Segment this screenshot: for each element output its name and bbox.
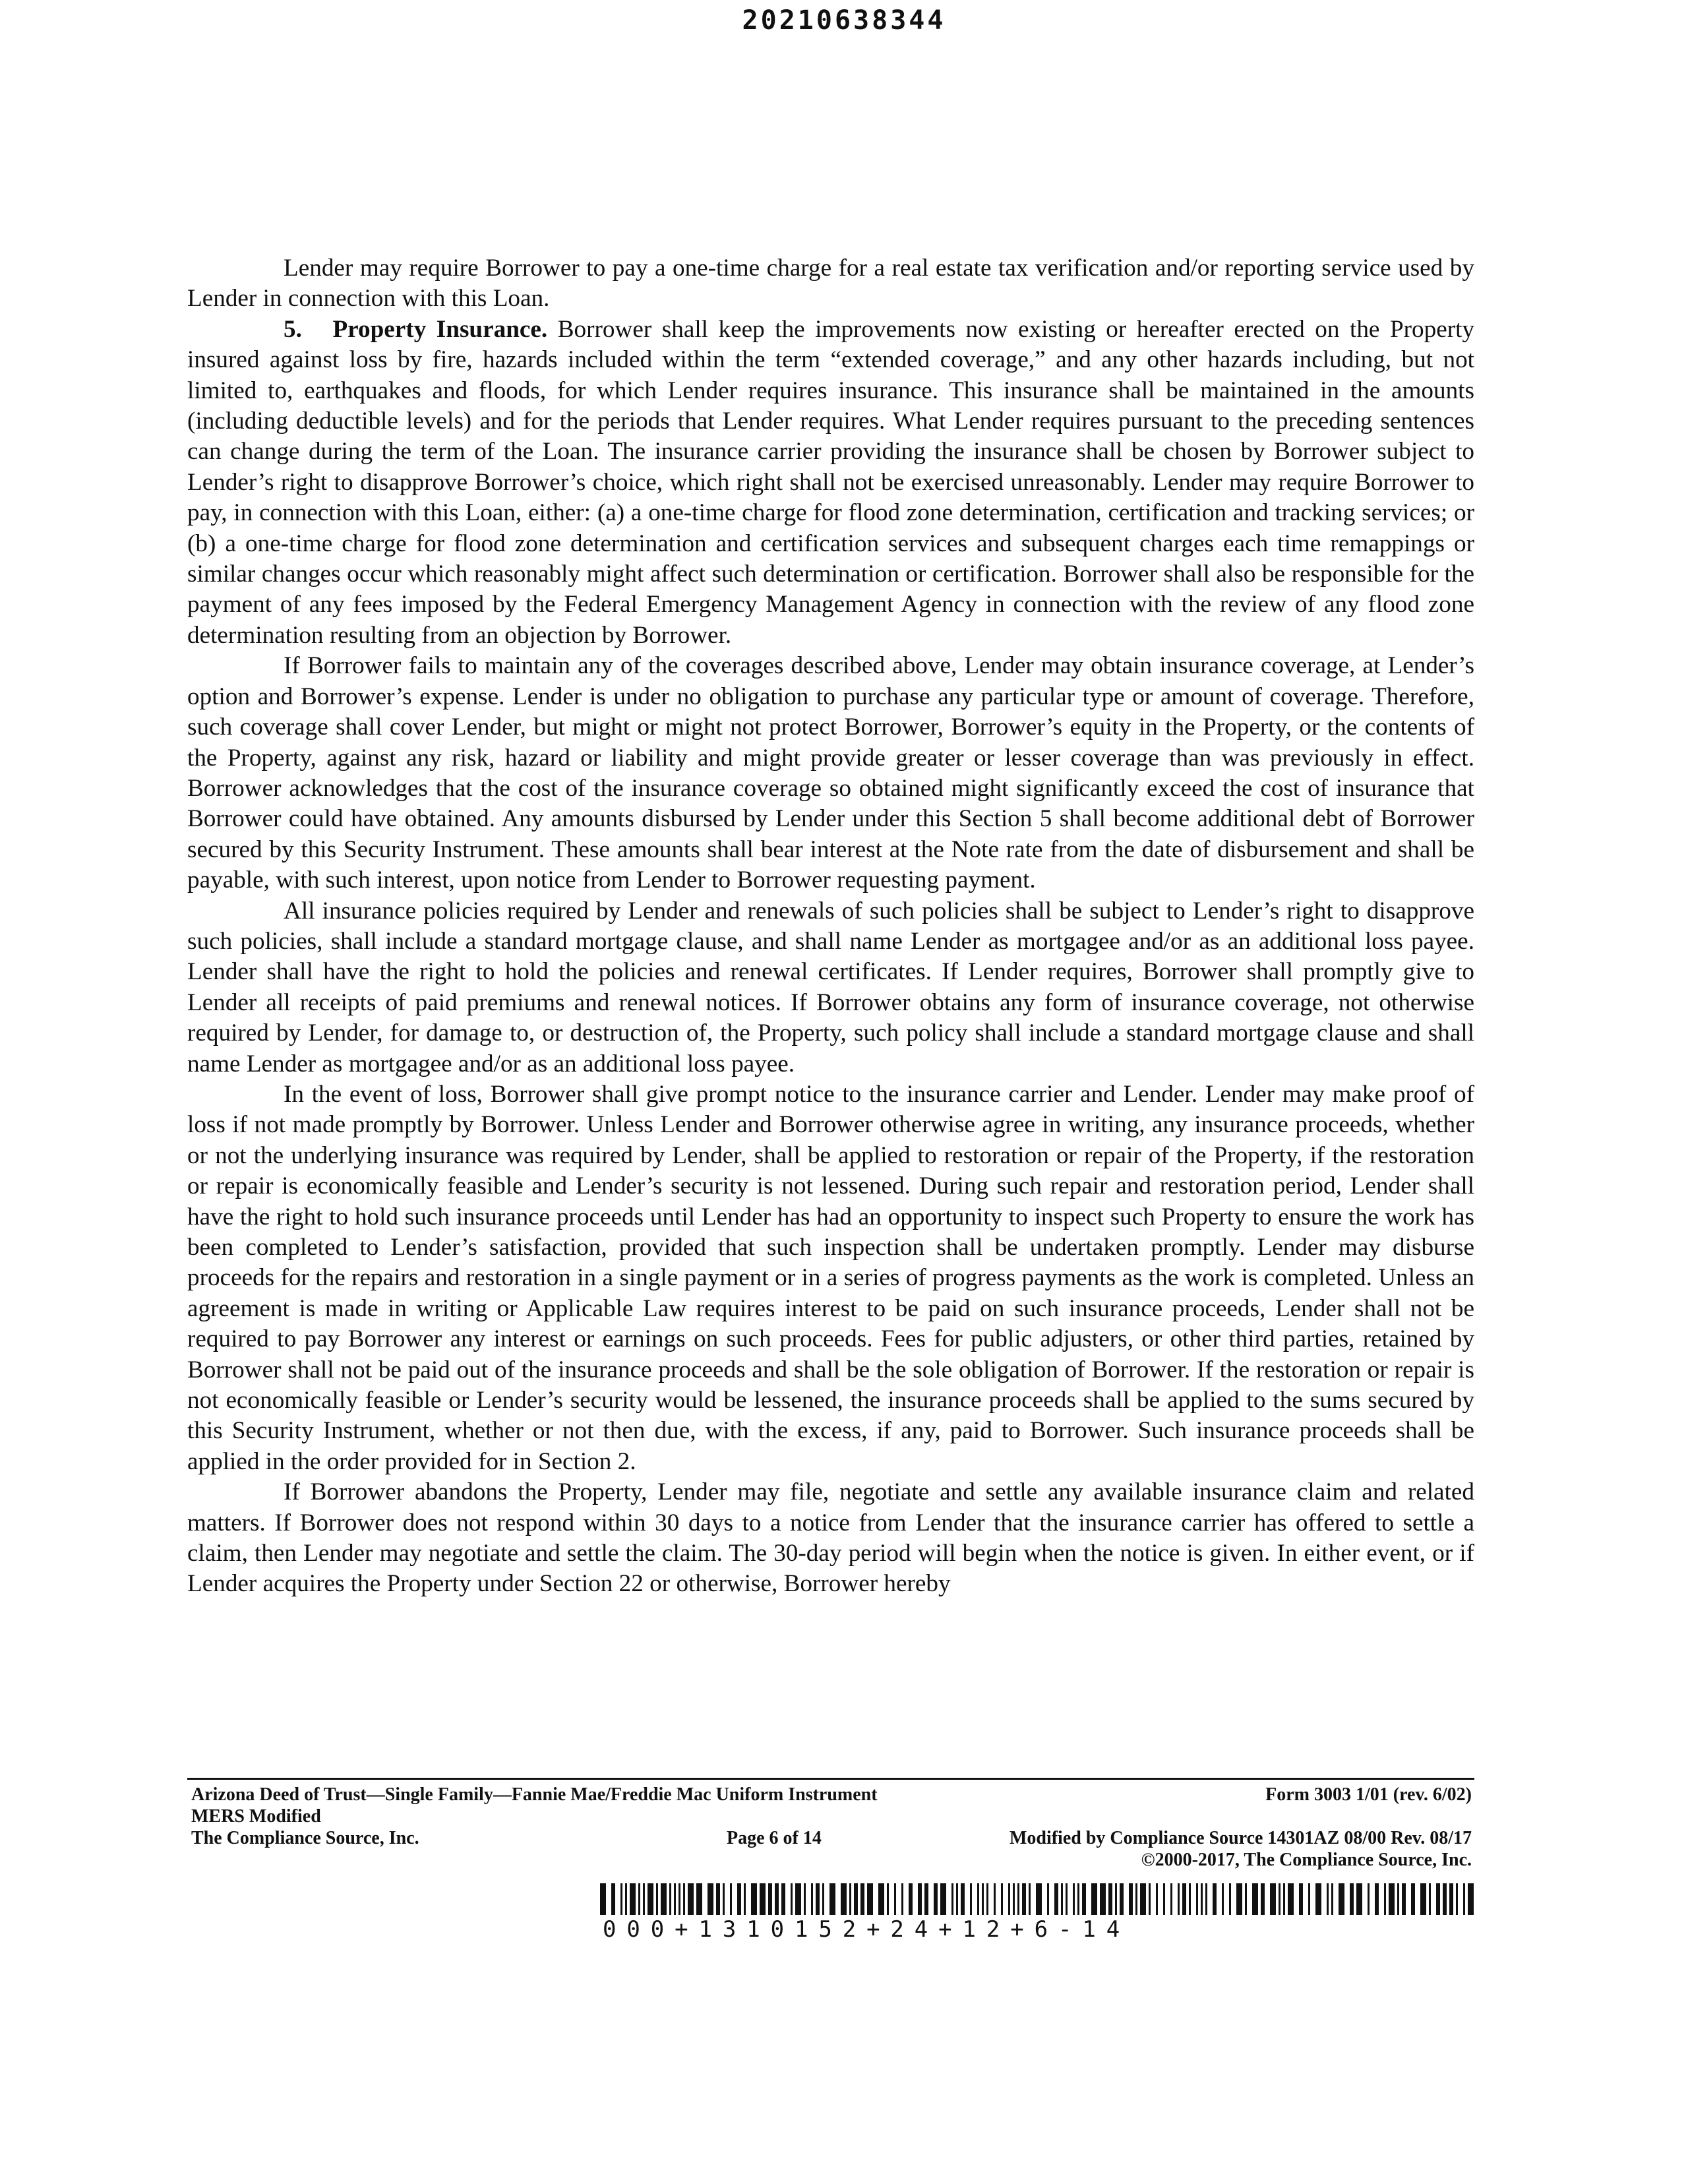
paragraph-tax-verification: Lender may require Borrower to pay a one-time charge for a real estate tax verification and/or reporting service used by Lender in connection with this Loan. (187, 255, 1474, 313)
paragraph-insurance-policies: All insurance policies required by Lender and renewals of such policies shall be subject to Lender’s right to disapprove such policies, shall include a standard mortgage clause, and shall name Lender as mortgagee and/or as an additional loss payee. Lender shall have the right to hold the policies and renewal certificates. If Lender requires, Borrower shall promptly give to Lender all receipts of paid premiums and renewal notices. If Borrower obtains any form of insurance coverage, not otherwise required by Lender, for damage to, or destruction of, the Property, such policy shall include a standard mortgage clause and shall name Lender as mortgagee and/or as an additional loss payee. (187, 897, 1474, 1077)
paragraph-event-of-loss: In the event of loss, Borrower shall give prompt notice to the insurance carrier and Lender. Lender may make proof of loss if not made promptly by Borrower. Unless Lender and Borrower otherwise agree in writing, any insurance proceeds, whether or not the underlying insurance was required by Lender, shall be applied to restoration or repair of the Property, if the restoration or repair is economically feasible and Lender’s security is not lessened. During such repair and restoration period, Lender shall have the right to hold such insurance proceeds until Lender has had an opportunity to inspect such Property to ensure the work has been completed to Lender’s satisfaction, provided that such inspection shall be undertaken promptly. Lender may disburse proceeds for the repairs and restoration in a single payment or in a series of progress payments as the work is completed. Unless an agreement is made in writing or Applicable Law requires interest to be paid on such insurance proceeds, Lender shall not be required to pay Borrower any interest or earnings on such proceeds. Fees for public adjusters, or other third parties, retained by Borrower shall not be paid out of the insurance proceeds and shall be the sole obligation of Borrower. If the restoration or repair is not economically feasible or Lender’s security would be lessened, the insurance proceeds shall be applied to the sums secured by this Security Instrument, whether or not then due, with the excess, if any, paid to Borrower. Such insurance proceeds shall be applied in the order provided for in Section 2. (187, 1080, 1474, 1475)
mers-label: MERS Modified (191, 1806, 321, 1827)
company-name: The Compliance Source, Inc. (191, 1828, 419, 1848)
section-title: Property Insurance. (332, 315, 548, 343)
modified-by: Modified by Compliance Source 14301AZ 08/00 Rev. 08/17 (1009, 1828, 1472, 1848)
document-number: 20210638344 (742, 5, 946, 36)
paragraph-property-insurance (187, 315, 1474, 651)
paragraph-abandonment: If Borrower abandons the Property, Lender may file, negotiate and settle any available insurance claim and related matters. If Borrower does not respond within 30 days to a notice from Lender that the insurance carrier has offered to settle a claim, then Lender may negotiate and settle the claim. The 30-day period will begin when the notice is given. In either event, or if Lender acquires the Property under Section 22 or otherwise, Borrower hereby (187, 1478, 1474, 1598)
form-footer (187, 1778, 1474, 1871)
barcode-image (600, 1883, 1476, 1915)
form-number: Form 3003 1/01 (rev. 6/02) (1265, 1784, 1472, 1805)
section-text: Borrower shall keep the improvements now existing or hereafter erected on the Property insured against loss by fire, hazards included within the term “extended coverage,” and any other hazards including, but not limited to, earthquakes and floods, for which Lender requires insurance. This insurance shall be maintained in the amounts (including deductible levels) and for the periods that Lender requires. What Lender requires pursuant to the preceding sentences can change during the term of the Loan. The insurance carrier providing the insurance shall be chosen by Borrower subject to Lender’s right to disapprove Borrower’s choice, which right shall not be exercised unreasonably. Lender may require Borrower to pay, in connection with this Loan, either: (a) a one-time charge for flood zone determination, certification and tracking services; or (b) a one-time charge for flood zone determination and certification services and subsequent charges each time remappings or similar changes occur which reasonably might affect such determination or certification. Borrower shall also be responsible for the payment of any fees imposed by the Federal Emergency Management Agency in connection with the review of any flood zone determination resulting from an objection by Borrower. (187, 315, 1475, 649)
form-title: Arizona Deed of Trust—Single Family—Fannie Mae/Freddie Mac Uniform Instrument (191, 1784, 878, 1805)
barcode-text: 000+1310152+24+12+6-14 (603, 1916, 1131, 1943)
paragraph-lender-coverage: If Borrower fails to maintain any of the coverages described above, Lender may obtain insurance coverage, at Lender’s option and Borrower’s expense. Lender is under no obligation to purchase any particular type or amount of coverage. Therefore, such coverage shall cover Lender, but might or might not protect Borrower, Borrower’s equity in the Property, or the contents of the Property, against any risk, hazard or liability and might provide greater or lesser coverage than was previously in effect. Borrower acknowledges that the cost of the insurance coverage so obtained might significantly exceed the cost of insurance that Borrower could have obtained. Any amounts disbursed by Lender under this Section 5 shall become additional debt of Borrower secured by this Security Instrument. These amounts shall bear interest at the Note rate from the date of disbursement and shall be payable, with such interest, upon notice from Lender to Borrower requesting payment. (187, 652, 1474, 894)
section-number: 5. (284, 315, 302, 343)
document-body (187, 253, 1474, 1600)
page-number: Page 6 of 14 (727, 1828, 822, 1848)
copyright: ©2000-2017, The Compliance Source, Inc. (1141, 1850, 1472, 1870)
